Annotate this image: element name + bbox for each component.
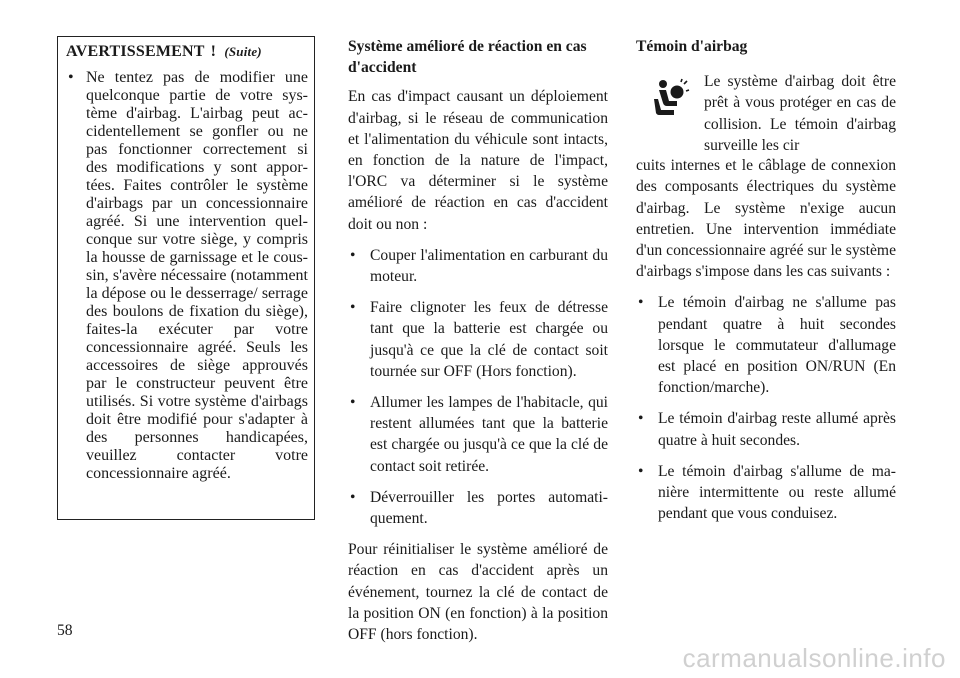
bullet-icon: • bbox=[350, 488, 356, 506]
bullet-icon: • bbox=[638, 462, 644, 480]
warning-list bbox=[66, 69, 308, 483]
airbag-indicator-section bbox=[636, 36, 896, 534]
warning-title bbox=[66, 43, 308, 61]
list-item-text: Déverrouiller les portes automatiquement. bbox=[370, 488, 608, 528]
list-item-text: Faire clignoter les feux de détresse tant que la batterie est chargée ou jusqu'à ce que la clé de contact soit tournée sur OFF (Hors fonction). bbox=[370, 299, 608, 380]
list-item-text: Le témoin d'airbag ne s'allume pas pendant quatre à huit secondes lorsque le commutateur d'allumage est placé en position ON/RUN (En fonction/marche). bbox=[658, 294, 896, 397]
bullet-icon: • bbox=[350, 246, 356, 264]
response-list bbox=[348, 245, 608, 529]
list-item bbox=[636, 461, 896, 525]
bullet-icon: • bbox=[68, 69, 74, 86]
list-item-text: Le témoin d'airbag reste allumé après quatre à huit secondes. bbox=[658, 410, 896, 449]
warning-box bbox=[57, 36, 315, 520]
warning-item bbox=[66, 69, 308, 483]
section-heading: Système amélioré de réaction en cas d'accident bbox=[348, 38, 587, 77]
section-intro: En cas d'impact causant un déploiement d'airbag, si le réseau de communication et l'alimentation du véhicule sont intacts, en fonction de la nature de l'impact, l'ORC va déterminer si le système amélioré de réaction en cas d'accident doit ou non : bbox=[348, 88, 608, 233]
list-item-text: Allumer les lampes de l'habitacle, qui restent allumées tant que la batterie est chargée ou jusqu'à ce que la clé de contact soit retirée. bbox=[370, 394, 608, 475]
bullet-icon: • bbox=[638, 410, 644, 428]
airbag-lead-row bbox=[636, 71, 896, 155]
list-item-text: Le témoin d'airbag s'allume de manière intermittente ou reste allumé pendant que vous conduisez. bbox=[658, 462, 896, 523]
section-body: cuits internes et le câblage de connexion des composants électriques du système d'airbag. Le système n'exige aucun entretien. Une intervention immédiate d'un concessionnaire agréé sur le système d'airbags s'impose dans les cas suivants : bbox=[636, 157, 896, 281]
warning-title-text: AVERTISSEMENT bbox=[66, 43, 205, 60]
section-outro: Pour réinitialiser le système amélioré de réaction en cas d'accident après un événement, tournez la clé de contact de la position ON (en fonction) à la position OFF (hors fonction). bbox=[348, 541, 608, 644]
list-item bbox=[348, 392, 608, 477]
airbag-lead-text: Le système d'airbag doit être prêt à vous protéger en cas de collision. Le témoin d'airbag surveille les cir bbox=[704, 73, 896, 154]
list-item bbox=[636, 408, 896, 450]
warning-exclamation-icon: ! bbox=[210, 43, 217, 60]
enhanced-accident-response-section bbox=[348, 36, 608, 655]
list-item-text: Couper l'alimentation en carburant du moteur. bbox=[370, 246, 608, 286]
airbag-warning-icon bbox=[646, 77, 690, 121]
bullet-icon: • bbox=[350, 394, 356, 412]
bullet-icon: • bbox=[638, 294, 644, 312]
watermark-logo: carmanualsonline.info bbox=[682, 643, 946, 673]
list-item bbox=[636, 292, 896, 398]
bullet-icon: • bbox=[350, 299, 356, 317]
airbag-condition-list bbox=[636, 292, 896, 524]
list-item bbox=[348, 487, 608, 529]
list-item bbox=[348, 245, 608, 287]
list-item bbox=[348, 297, 608, 382]
warning-item-text: Ne tentez pas de modifier une quelconque partie de votre système d'airbag. L'airbag peut accidentellement se gonfler ou ne pas fonctionner correctement si des modifications y sont apportées. Faites contrôler le système d'airbags par un concessionnaire agréé. Si une intervention quelconque sur votre siège, y compris la housse de garnissage et le coussin, s'avère nécessaire (notamment la dépose ou le desserrage/ serrage des boulons de fixation du siège), faites-la exécuter par votre concessionnaire agréé. Seuls les accessoires de siège approuvés par le constructeur peuvent être utilisés. Si votre système d'airbags doit être modifié pour s'adapter à des personnes handicapées, veuillez contacter votre concessionnaire agréé. bbox=[86, 69, 308, 482]
section-heading: Témoin d'airbag bbox=[636, 38, 748, 55]
page-number: 58 bbox=[57, 622, 73, 639]
warning-continued-label: (Suite) bbox=[224, 44, 262, 59]
